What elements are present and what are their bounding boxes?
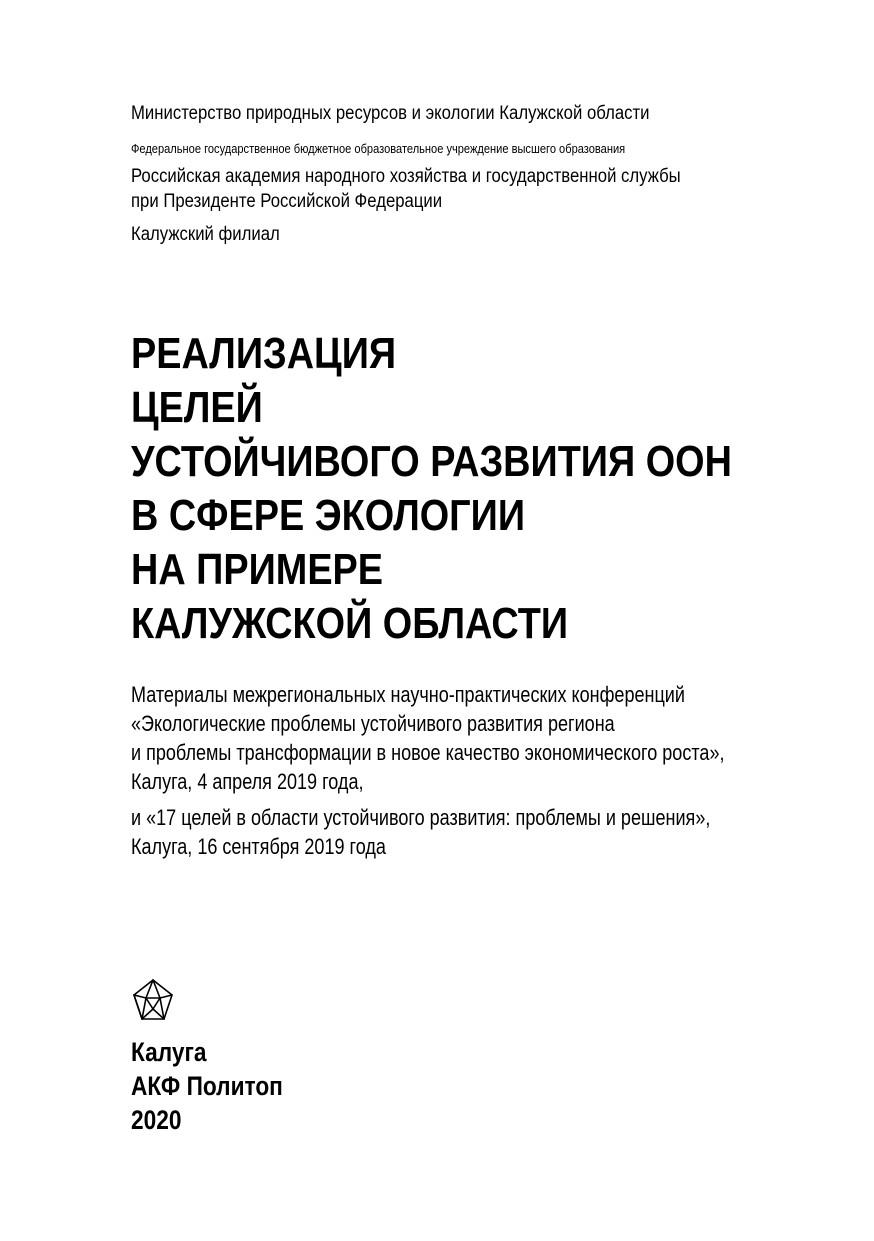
title-line: УСТОЙЧИВОГО РАЗВИТИЯ ООН <box>131 437 732 486</box>
title-line: НА ПРИМЕРЕ <box>131 545 384 594</box>
subtitle-line: Материалы межрегиональных научно-практических конференций <box>131 682 685 707</box>
polyhedron-logo-icon <box>131 978 175 1022</box>
publisher-name: АКФ Политоп <box>131 1071 283 1101</box>
publication-year: 2020 <box>131 1105 182 1135</box>
publisher-city: Калуга <box>131 1037 207 1067</box>
title-line: В СФЕРЕ ЭКОЛОГИИ <box>131 491 526 540</box>
subtitle-line: «Экологические проблемы устойчивого развития региона <box>131 711 615 736</box>
academy-name-line-2: при Президенте Российской Федерации <box>131 191 443 212</box>
title-line: ЦЕЛЕЙ <box>131 383 263 432</box>
academy-name-line-1: Российская академия народного хозяйства и государственной службы <box>131 166 681 187</box>
subtitle-line: Калуга, 4 апреля 2019 года, <box>131 769 364 794</box>
subtitle-line: Калуга, 16 сентября 2019 года <box>131 834 386 859</box>
subtitle-line: и «17 целей в области устойчивого развития: проблемы и решения», <box>131 805 711 830</box>
federal-institution-type: Федеральное государственное бюджетное образовательное учреждение высшего образования <box>131 142 626 156</box>
title-line: КАЛУЖСКОЙ ОБЛАСТИ <box>131 599 569 648</box>
subtitle-line: и проблемы трансформации в новое качество экономического роста», <box>131 740 725 765</box>
ministry-name: Министерство природных ресурсов и экологии Калужской области <box>131 103 650 124</box>
title-line: РЕАЛИЗАЦИЯ <box>131 329 397 378</box>
branch-name: Калужский филиал <box>131 224 280 245</box>
